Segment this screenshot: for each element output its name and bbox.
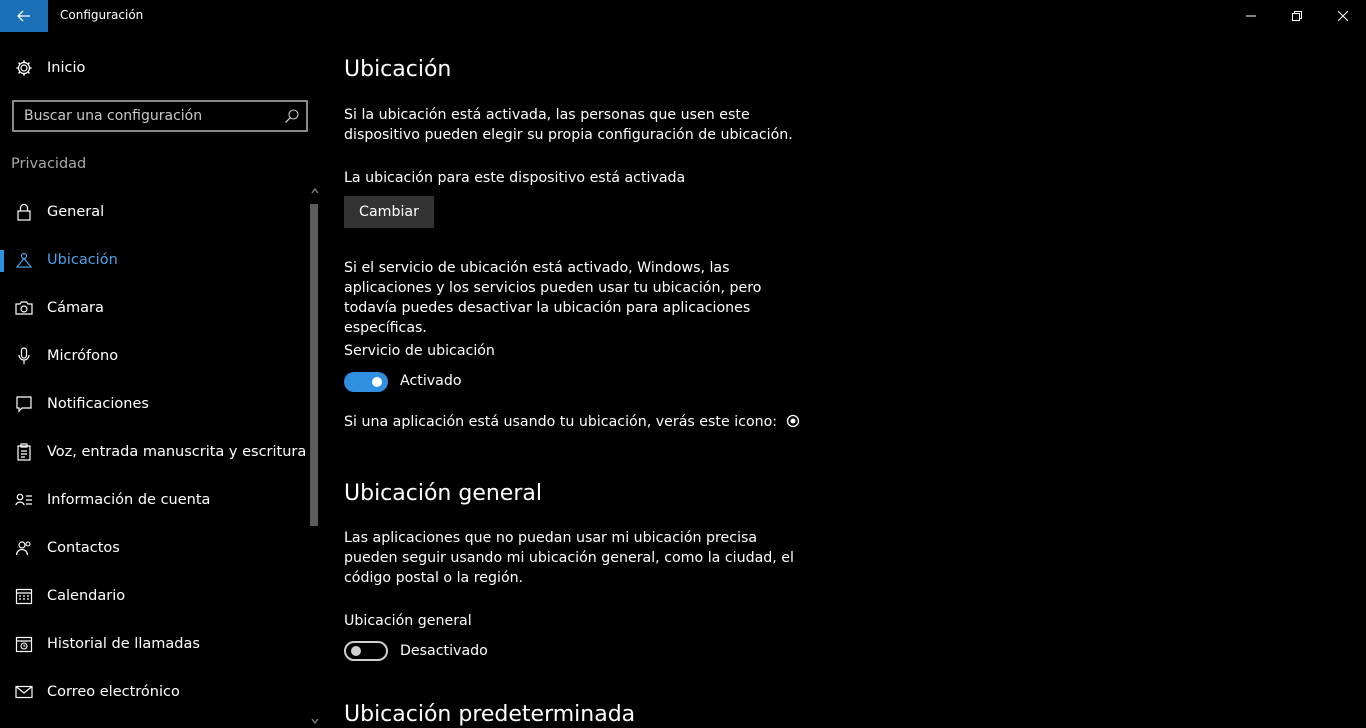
sidebar-item-label: Información de cuenta (47, 492, 211, 508)
service-description: Si el servicio de ubicación está activado, Windows, las aplicaciones y los servicios pueden usar tu ubicación, pero todavía puedes desactivar la ubicación para aplicaciones específicas. (344, 260, 762, 336)
sidebar-item-label: Calendario (47, 588, 126, 604)
back-arrow-icon (17, 10, 31, 22)
general-location-label: Ubicación general (344, 613, 472, 629)
general-location-toggle[interactable] (344, 641, 388, 661)
sidebar-item-label: Contactos (47, 540, 120, 556)
call-history-icon (14, 634, 34, 654)
minimize-icon (1246, 11, 1256, 21)
general-location-title: Ubicación general (344, 481, 542, 506)
content-pane (344, 32, 1344, 728)
search-icon (284, 108, 300, 124)
service-label: Servicio de ubicación (344, 343, 495, 359)
sidebar-item-microphone[interactable] (0, 332, 308, 380)
location-service-toggle[interactable] (344, 372, 388, 392)
toggle-knob (351, 646, 361, 656)
location-in-use-icon (786, 414, 800, 428)
location-icon (14, 250, 34, 270)
default-location-title: Ubicación predeterminada (344, 702, 636, 727)
home-label: Inicio (47, 60, 86, 76)
intro-text: Si la ubicación está activada, las personas que usen este dispositivo pueden elegir su propia configuración de ubicación. (344, 107, 793, 143)
microphone-icon (14, 346, 34, 366)
gear-icon (14, 58, 34, 78)
general-location-state: Desactivado (400, 643, 488, 659)
back-button[interactable] (0, 0, 48, 32)
sidebar-item-calendar[interactable] (0, 572, 308, 620)
sidebar-item-label: Micrófono (47, 348, 119, 364)
sidebar-item-label: Ubicación (47, 252, 118, 268)
sidebar-item-contacts[interactable] (0, 524, 308, 572)
selection-indicator (0, 250, 4, 272)
sidebar-item-label: Notificaciones (47, 396, 149, 412)
sidebar-item-label: General (47, 204, 105, 220)
close-icon (1338, 11, 1348, 21)
section-label: Privacidad (11, 156, 87, 172)
restore-button[interactable] (1274, 0, 1320, 32)
restore-icon (1292, 11, 1302, 21)
account-info-icon (14, 490, 34, 510)
sidebar-item-call-history[interactable] (0, 620, 308, 668)
scroll-down-icon[interactable] (311, 716, 319, 726)
sidebar-item-home[interactable] (0, 52, 308, 84)
sidebar-item-label: Correo electrónico (47, 684, 180, 700)
sidebar-item-mail[interactable] (0, 668, 308, 716)
lock-icon (14, 202, 34, 222)
search-field[interactable] (12, 100, 308, 132)
sidebar-item-notifications[interactable] (0, 380, 308, 428)
scrollbar-thumb[interactable] (310, 204, 318, 526)
device-status-text: La ubicación para este dispositivo está activada (344, 170, 686, 186)
toggle-knob (372, 377, 382, 387)
calendar-icon (14, 586, 34, 606)
nav-list (0, 188, 308, 716)
search-input[interactable] (24, 106, 274, 126)
sidebar-item-label: Cámara (47, 300, 104, 316)
sidebar-item-label: Historial de llamadas (47, 636, 200, 652)
title-bar (0, 0, 1366, 32)
sidebar-item-speech[interactable] (0, 428, 308, 476)
change-button[interactable]: Cambiar (344, 196, 434, 228)
camera-icon (14, 298, 34, 318)
sidebar (0, 32, 322, 728)
indicator-text: Si una aplicación está usando tu ubicación, verás este icono: (344, 414, 778, 430)
general-location-description: Las aplicaciones que no puedan usar mi ubicación precisa pueden seguir usando mi ubicación general, como la ciudad, el código postal o la región. (344, 530, 794, 586)
window-title: Configuración (60, 8, 144, 22)
minimize-button[interactable] (1228, 0, 1274, 32)
sidebar-item-location[interactable] (0, 236, 308, 284)
sidebar-item-label: Voz, entrada manuscrita y escritura (47, 444, 307, 460)
close-button[interactable] (1320, 0, 1366, 32)
mail-icon (14, 682, 34, 702)
location-service-state: Activado (400, 373, 462, 389)
contacts-icon (14, 538, 34, 558)
clipboard-icon (14, 442, 34, 462)
indicator-row (344, 414, 800, 430)
sidebar-item-general[interactable] (0, 188, 308, 236)
sidebar-item-account-info[interactable] (0, 476, 308, 524)
notification-icon (14, 394, 34, 414)
sidebar-item-camera[interactable] (0, 284, 308, 332)
scroll-up-icon[interactable] (311, 186, 319, 196)
page-title: Ubicación (344, 57, 452, 82)
